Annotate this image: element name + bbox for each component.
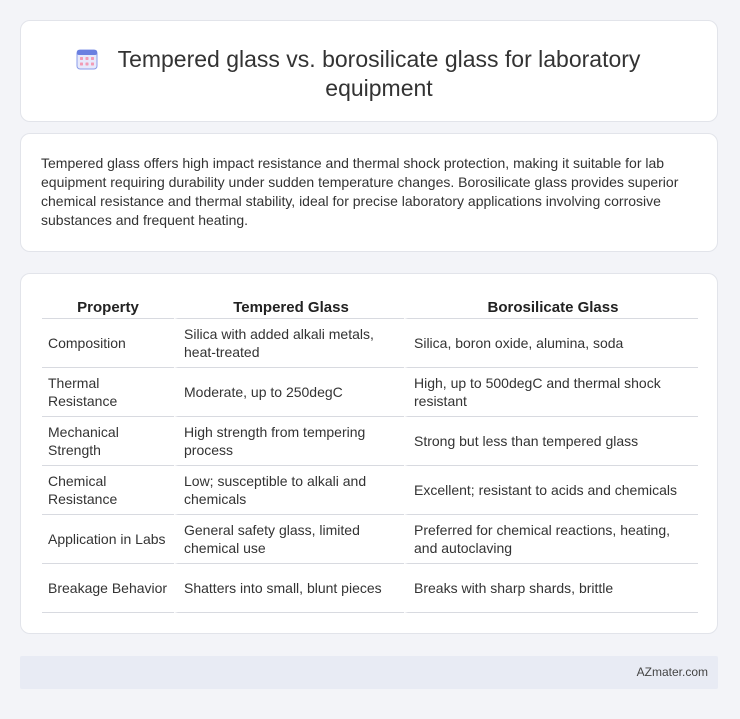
property-cell: Chemical Resistance [42, 466, 174, 515]
borosilicate-cell: High, up to 500degC and thermal shock resistant [404, 368, 698, 417]
table-row [42, 515, 698, 564]
table-header-row [42, 296, 698, 319]
property-cell: Composition [42, 319, 174, 368]
tempered-cell: Silica with added alkali metals, heat-treated [174, 319, 404, 368]
borosilicate-cell: Silica, boron oxide, alumina, soda [404, 319, 698, 368]
borosilicate-cell: Strong but less than tempered glass [404, 417, 698, 466]
footer-brand: AZmater.com [636, 665, 708, 679]
summary-text: Tempered glass offers high impact resistance and thermal shock protection, making it suitable for lab equipment requiring durability under sudden temperature changes. Borosilicate glass provides superior chemical resistance and thermal stability, ideal for precise laboratory applications involving corrosive substances and frequent heating. [41, 155, 679, 228]
title-card [20, 20, 718, 122]
header-tempered-glass: Tempered Glass [174, 296, 404, 319]
property-cell: Thermal Resistance [42, 368, 174, 417]
borosilicate-cell: Excellent; resistant to acids and chemicals [404, 466, 698, 515]
table-row [42, 564, 698, 613]
summary-card [20, 133, 718, 252]
tempered-cell: Low; susceptible to alkali and chemicals [174, 466, 404, 515]
table-row [42, 319, 698, 368]
comparison-table-card [20, 273, 718, 634]
page-title: Tempered glass vs. borosilicate glass for laboratory equipment [117, 46, 641, 101]
borosilicate-cell: Preferred for chemical reactions, heating, and autoclaving [404, 515, 698, 564]
header-property: Property [42, 296, 174, 319]
footer-bar [20, 656, 718, 689]
tempered-cell: Shatters into small, blunt pieces [174, 564, 404, 613]
tempered-cell: Moderate, up to 250degC [174, 368, 404, 417]
property-cell: Breakage Behavior [42, 564, 174, 613]
comparison-table [42, 296, 698, 613]
tempered-cell: High strength from tempering process [174, 417, 404, 466]
property-cell: Application in Labs [42, 515, 174, 564]
tempered-cell: General safety glass, limited chemical use [174, 515, 404, 564]
table-row [42, 466, 698, 515]
property-cell: Mechanical Strength [42, 417, 174, 466]
table-row [42, 368, 698, 417]
header-borosilicate-glass: Borosilicate Glass [404, 296, 698, 319]
table-row [42, 417, 698, 466]
borosilicate-cell: Breaks with sharp shards, brittle [404, 564, 698, 613]
